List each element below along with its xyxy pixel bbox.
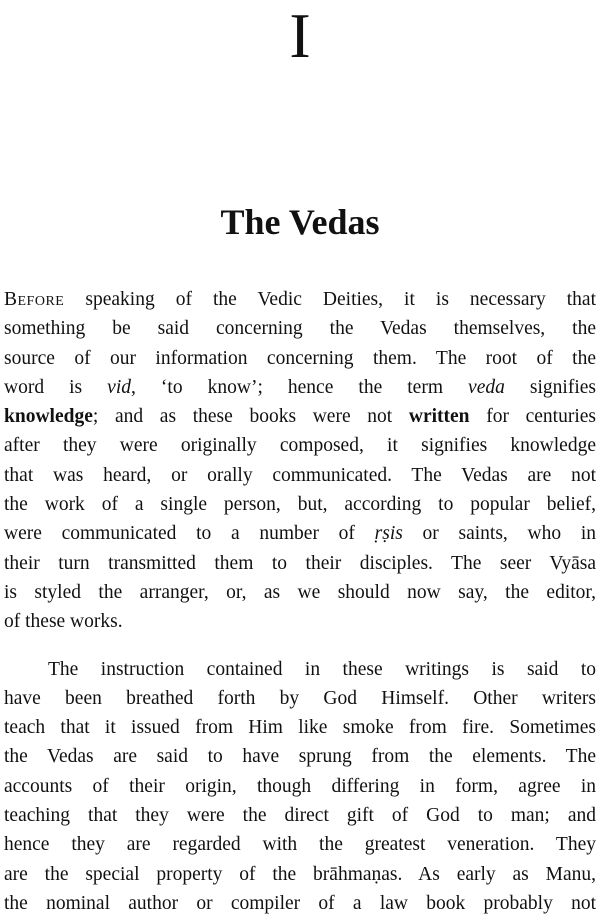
text-run: the Vedas are said to have sprung from the elements. The	[4, 746, 596, 768]
paragraph	[4, 655, 596, 918]
text-run: speaking of the Vedic Deities, it is necessary that	[64, 289, 596, 310]
text-run: teach that it issued from Him like smoke from fire. Sometimes	[4, 717, 596, 739]
text-run: ; and as these books were not	[92, 406, 409, 428]
text-run: the nominal author or compiler of a law book probably not	[4, 892, 596, 914]
text-line	[4, 314, 596, 343]
text-run: something be said concerning the Vedas themselves, the	[4, 318, 596, 340]
text-run: accounts of their origin, though differing in form, agree in	[4, 775, 596, 797]
text-run: were communicated to a number of	[4, 523, 375, 545]
text-run: of these works.	[4, 611, 123, 633]
text-run: signifies	[504, 376, 596, 398]
text-run: have been breathed forth by God Himself. Other writers	[4, 687, 596, 709]
text-run: the work of a single person, but, according to popular belief,	[4, 494, 596, 516]
text-run: , ‘to know’; hence the term	[131, 376, 469, 398]
text-line	[4, 285, 596, 314]
text-line	[4, 402, 596, 431]
text-line	[4, 860, 596, 889]
text-run: their turn transmitted them to their disciples. The seer Vyāsa	[4, 552, 596, 574]
text-line	[4, 772, 596, 801]
text-run: veda	[468, 376, 505, 398]
text-run: or saints, who in	[402, 523, 596, 545]
text-line	[4, 713, 596, 742]
text-run: that was heard, or orally communicated. The Vedas are not	[4, 464, 596, 486]
text-line	[4, 344, 596, 373]
text-run: written	[408, 406, 470, 428]
text-line	[4, 461, 596, 490]
text-run: vid	[107, 376, 131, 398]
text-line	[4, 889, 596, 918]
paragraph	[4, 285, 596, 637]
text-line	[4, 519, 596, 548]
text-run: The instruction contained in these writings is said to	[48, 658, 596, 680]
text-line	[4, 431, 596, 460]
text-line	[4, 578, 596, 607]
text-run: teaching that they were the direct gift of God to man; and	[4, 805, 596, 827]
text-line	[4, 830, 596, 859]
chapter-number: I	[289, 0, 311, 71]
text-run: ṛṣis	[374, 523, 403, 545]
text-run: knowledge	[4, 406, 93, 428]
text-run: is styled the arranger, or, as we should now say, the editor,	[4, 581, 596, 603]
chapter-title: The Vedas	[220, 202, 380, 242]
text-line	[4, 373, 596, 402]
text-line	[4, 607, 596, 636]
text-run: after they were originally composed, it signifies knowledge	[4, 435, 596, 457]
text-run: word is	[4, 376, 108, 398]
text-run: for centuries	[469, 406, 597, 428]
text-line	[4, 684, 596, 713]
paragraph-gap	[4, 637, 596, 655]
body-text	[4, 285, 596, 918]
text-line	[4, 490, 596, 519]
text-run: hence they are regarded with the greatest veneration. They	[4, 834, 596, 856]
text-run: are the special property of the brāhmaṇas. As early as Manu,	[4, 863, 596, 885]
text-line	[4, 655, 596, 684]
text-line	[4, 742, 596, 771]
text-run: source of our information concerning them. The root of the	[4, 347, 596, 369]
text-line	[4, 801, 596, 830]
text-run: Before	[4, 289, 65, 310]
text-line	[4, 549, 596, 578]
